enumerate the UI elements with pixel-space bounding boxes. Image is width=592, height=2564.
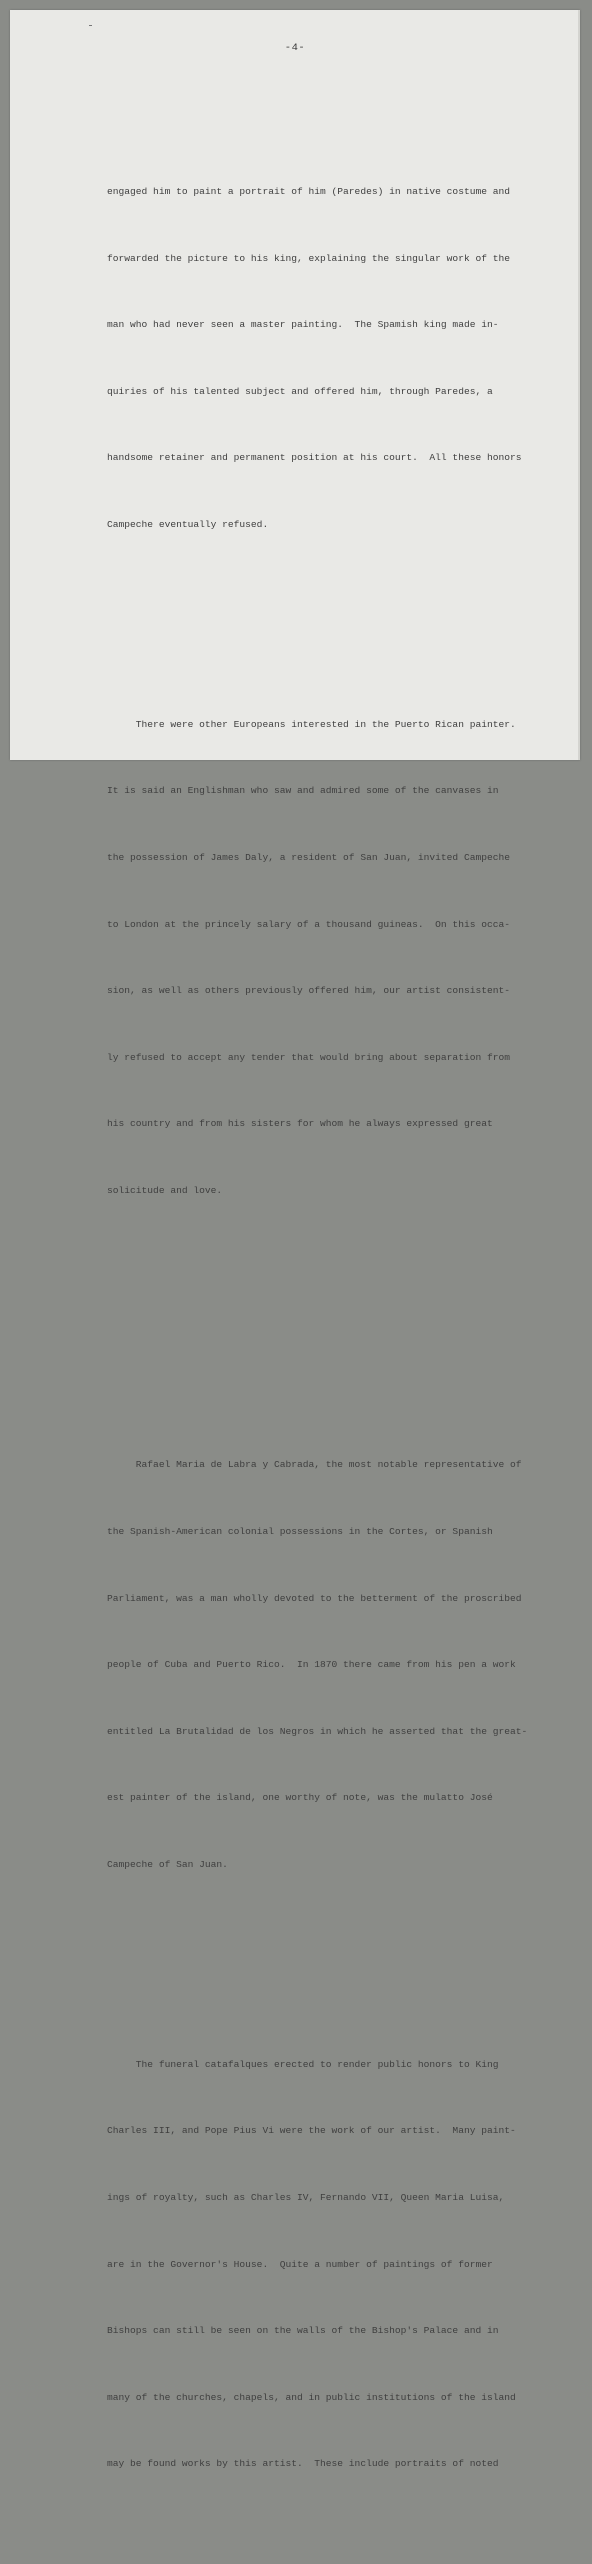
text-line: the possession of James Daly, a resident of San Juan, invited Campeche: [107, 851, 511, 863]
text-line: Charles III, and Pope Pius Vi were the work of our artist. Many paint-: [107, 2125, 516, 2137]
paragraph: [107, 669, 527, 1246]
page-edge: [578, 10, 580, 760]
text-line: forwarded the picture to his king, explaining the singular work of the: [107, 252, 511, 264]
text-line: entitled La Brutalidad de los Negros in which he asserted that the great-: [107, 1725, 528, 1737]
text-line: may be found works by this artist. These include portraits of noted: [107, 2458, 499, 2470]
text-line: ings of royalty, such as Charles IV, Fernando VII, Queen Maria Luisa,: [107, 2191, 505, 2203]
text-line: people of Cuba and Puerto Rico. In 1870 there came from his pen a work: [107, 1659, 516, 1671]
text-line: handsome retainer and permanent position at his court. All these honors: [107, 452, 522, 464]
paragraph: [107, 2009, 527, 2520]
text-line: solicitude and love.: [107, 1184, 223, 1196]
typed-text-body: [107, 70, 527, 2564]
text-line: Parliament, was a man wholly devoted to the betterment of the proscribed: [107, 1592, 522, 1604]
text-line: engaged him to paint a portrait of him (Paredes) in native costume and: [107, 186, 511, 198]
typed-page: [10, 10, 580, 2470]
text-line: man who had never seen a master painting. The Spamish king made in-: [107, 319, 499, 331]
text-line: Campeche eventually refused.: [107, 518, 269, 530]
paragraph-gap: [107, 1313, 527, 1321]
text-line: his country and from his sisters for whom he always expressed great: [107, 1118, 493, 1130]
text-line: Campeche of San Juan.: [107, 1858, 228, 1870]
margin-mark: [89, 25, 92, 26]
paragraph: [107, 1410, 527, 1921]
text-line: est painter of the island, one worthy of note, was the mulatto José: [107, 1792, 493, 1804]
text-line: Bishops can still be seen on the walls of the Bishop's Palace and in: [107, 2325, 499, 2337]
text-line: many of the churches, chapels, and in public institutions of the island: [107, 2391, 516, 2403]
text-line: ly refused to accept any tender that would bring about separation from: [107, 1051, 511, 1063]
text-line: There were other Europeans interested in the Puerto Rican painter.: [107, 718, 516, 730]
paragraph: [107, 137, 527, 581]
page-number: -4-: [284, 42, 306, 54]
text-line: quiries of his talented subject and offered him, through Paredes, a: [107, 385, 493, 397]
text-line: It is said an Englishman who saw and admired some of the canvases in: [107, 785, 499, 797]
text-line: to London at the princely salary of a thousand guineas. On this occa-: [107, 918, 511, 930]
text-line: are in the Governor's House. Quite a number of paintings of former: [107, 2258, 493, 2270]
text-line: The funeral catafalques erected to render public honors to King: [107, 2058, 499, 2070]
text-line: Rafael Maria de Labra y Cabrada, the most notable representative of: [107, 1459, 522, 1471]
text-line: sion, as well as others previously offered him, our artist consistent-: [107, 985, 511, 997]
text-line: the Spanish-American colonial possessions in the Cortes, or Spanish: [107, 1525, 493, 1537]
